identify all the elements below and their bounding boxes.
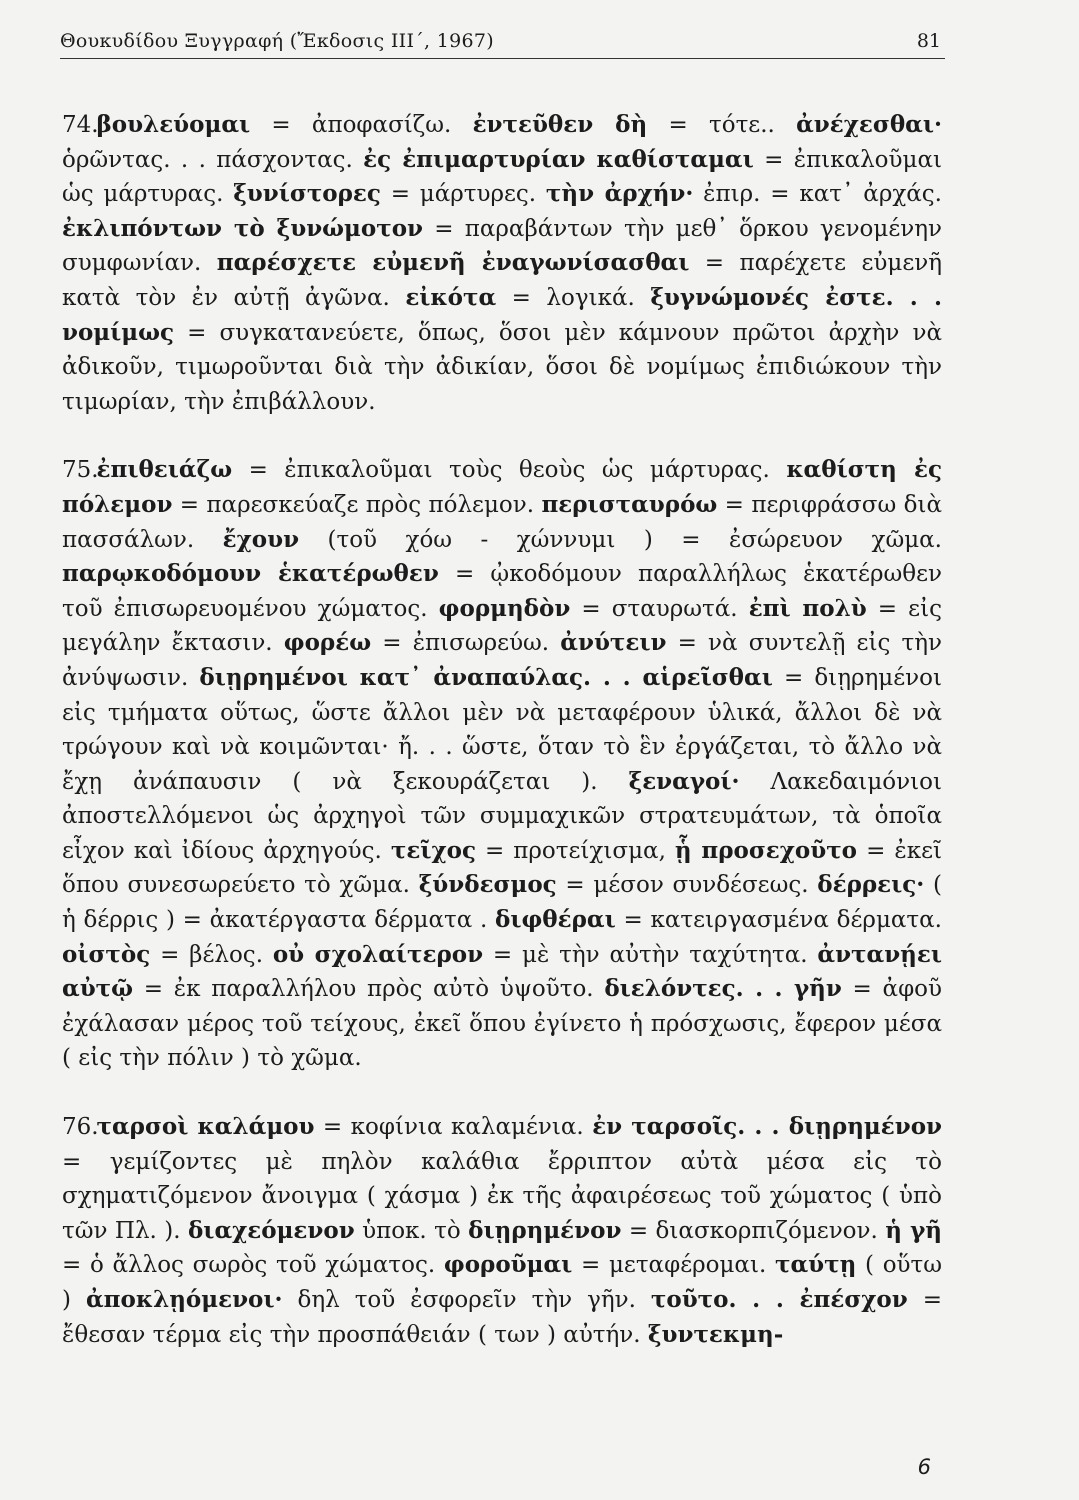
gloss: = μὲ τὴν αὐτὴν ταχύτητα.	[483, 941, 818, 968]
gloss: = ἐκ παραλλήλου πρὸς αὐτὸ ὑψοῦτο.	[133, 976, 605, 1003]
lemma: οὐ σχολαίτερον	[272, 940, 484, 968]
gloss: δηλ τοῦ ἐσφορεῖν τὴν γῆν.	[282, 1287, 651, 1313]
lemma: ἀποκλῃόμενοι·	[85, 1286, 283, 1313]
gloss: ( ἡ δέρρις ) = ἀκατέργαστα δέρματα .	[62, 872, 942, 934]
lemma: ξύνδεσμος	[418, 871, 557, 899]
gloss: = μεταφέρομαι.	[572, 1252, 775, 1279]
lemma: ἐπιθειάζω	[96, 456, 233, 484]
lemma: περισταυρόω	[541, 490, 718, 518]
lemma: ἐς ἐπιμαρτυρίαν καθίσταμαι	[363, 145, 754, 173]
lemma: ἀνέχεσθαι·	[796, 111, 942, 138]
running-header	[60, 30, 945, 59]
gloss: ὑποκ. τὸ	[354, 1217, 469, 1244]
paragraph-number: 74.	[62, 112, 99, 138]
commentary-body	[62, 108, 942, 1386]
gloss: Λακεδαιμόνιοι ἀποστελλόμενοι ὡς ἀρχηγοὶ τῶν συμμαχικῶν στρατευμάτων, τὰ ὁποῖα εἶχον καὶ ἰδίους ἀρχηγούς.	[62, 768, 942, 864]
lemma: ἐν ταρσοῖς. . . διῃρημένον	[592, 1113, 942, 1141]
lemma: φορμηδὸν	[438, 594, 571, 622]
header-title: Θουκυδίδου Ξυγγραφή (Ἔκδοσις ΙΙΙ΄, 1967)	[60, 30, 494, 52]
lemma: ταρσοὶ καλάμου	[96, 1113, 315, 1141]
lemma: τεῖχος	[390, 836, 476, 864]
gloss: = προτείχισμα,	[475, 837, 675, 864]
gloss: = διῃρημένοι εἰς τμήματα οὕτως, ὥστε ἄλλοι μὲν νὰ μεταφέρουν ὑλικά, ἄλλοι δὲ νὰ τρώγουν καὶ νὰ κοιμῶνται· ἤ. . . ὥστε, ὅταν τὸ ἓν ἐργάζεται, τὸ ἄλλο νὰ ἔχῃ ἀνάπαυσιν ( νὰ ξεκουράζεται ).	[62, 664, 942, 795]
gloss: = γεμίζοντες μὲ πηλὸν καλάθια ἔρριπτον αὐτὰ μέσα εἰς τὸ σχηματιζόμενον ἄνοιγμα ( χάσμα ) ἐκ τῆς ἀφαιρέσεως τοῦ χώματος ( ὑπὸ τῶν Πλ. ).	[62, 1148, 942, 1244]
gloss: = ἀποφασίζω.	[250, 112, 473, 138]
lemma: καθίστη ἐς πόλεμον	[62, 456, 943, 518]
lemma: παρέσχετε εὐμενῆ ἐναγωνίσασθαι	[216, 249, 690, 277]
gloss: = κοφίνια καλαμένια.	[314, 1114, 593, 1141]
gloss: ἐπιρ. = κατ᾽ ἀρχάς.	[693, 181, 942, 208]
gloss: = παραβάντων τὴν μεθ᾽ ὅρκου γενομένην συμφωνίαν.	[62, 215, 943, 277]
paragraph-number: 75.	[62, 457, 99, 484]
lemma: ξυνίστορες	[233, 180, 381, 208]
gloss: = σταυρωτά.	[570, 595, 749, 622]
lemma: ξυγνώμονές ἐστε. . . νομίμως	[62, 283, 942, 346]
paragraph-74	[62, 108, 942, 419]
gloss: = παρέχετε εὐμενῆ κατὰ τὸν ἐν αὐτῇ ἀγῶνα.	[62, 250, 942, 311]
gloss: = ἐπικαλοῦμαι τοὺς θεοὺς ὡς μάρτυρας.	[232, 457, 787, 484]
gloss: = ἐπικαλοῦμαι ὡς μάρτυρας.	[62, 146, 943, 208]
paragraph-76	[62, 1110, 942, 1352]
lemma: βουλεύομαι	[96, 111, 251, 138]
lemma: ἔχουν	[222, 525, 300, 553]
gloss: = μέσον συνδέσεως.	[556, 872, 818, 899]
gloss: = ἐπισωρεύω.	[371, 630, 561, 657]
lemma: τοῦτο. . . ἐπέσχον	[650, 1286, 908, 1313]
lemma: παρῳκοδόμουν ἑκατέρωθεν	[62, 560, 439, 588]
gloss: = κατειργασμένα δέρματα.	[615, 907, 942, 934]
gloss: = εἰς μεγάλην ἔκτασιν.	[62, 595, 942, 657]
lemma: ᾗ προσεχοῦτο	[674, 836, 858, 864]
lemma: δέρρεις·	[817, 871, 925, 899]
gloss: = ἀφοῦ ἐχάλασαν μέρος τοῦ τείχους, ἐκεῖ ὅπου ἐγίνετο ἡ πρόσχωσις, ἔφερον μέσα ( εἰς τὴν πόλιν ) τὸ χῶμα.	[62, 976, 943, 1072]
lemma: φορέω	[283, 629, 372, 657]
gloss: = περιφράσσω διὰ πασσάλων.	[62, 491, 942, 553]
lemma: οἰστὸς	[62, 940, 151, 968]
gloss: = ὁ ἄλλος σωρὸς τοῦ χώματος.	[62, 1252, 444, 1279]
lemma: ἐντεῦθεν δὴ	[472, 111, 648, 138]
gloss: = λογικά.	[496, 284, 651, 311]
lemma: διῃρημένοι κατ᾽ ἀναπαύλας. . . αἱρεῖσθαι	[199, 663, 773, 691]
gloss: = ἔθεσαν τέρμα εἰς τὴν προσπάθειάν ( των ) αὐτήν.	[62, 1287, 942, 1348]
lemma: εἰκότα	[405, 283, 497, 311]
gloss: = διασκορπιζόμενον.	[621, 1217, 886, 1244]
lemma: ἀνύτειν	[560, 629, 667, 657]
lemma: διφθέραι	[495, 906, 616, 934]
lemma: ἡ γῆ	[885, 1216, 942, 1244]
gloss: = βέλος.	[150, 941, 273, 968]
gloss: = τότε..	[647, 112, 797, 138]
lemma: τὴν ἀρχήν·	[545, 180, 694, 208]
lemma: ταύτῃ	[774, 1251, 857, 1279]
gloss: ὁρῶντας. . . πάσχοντας.	[62, 146, 364, 173]
lemma: διελόντες. . . γῆν	[604, 975, 842, 1003]
page-number: 81	[916, 30, 941, 52]
gloss: = νὰ συντελῇ εἰς τὴν ἀνύψωσιν.	[62, 630, 942, 691]
gloss: (τοῦ χόω - χώννυμι ) = ἐσώρευον χῶμα.	[299, 526, 942, 553]
lemma: ξεναγοί·	[628, 767, 740, 795]
gloss: ( οὕτω )	[62, 1252, 942, 1313]
gloss: = παρεσκεύαζε πρὸς πόλεμον.	[172, 491, 542, 518]
lemma: ἐκλιπόντων τὸ ξυνώμοτον	[62, 214, 424, 242]
gloss: = μάρτυρες.	[380, 181, 546, 208]
paragraph-number: 76.	[62, 1114, 99, 1141]
lemma: ἐπὶ πολὺ	[748, 594, 867, 622]
lemma: ξυντεκμη-	[647, 1320, 784, 1348]
paragraph-75	[62, 453, 942, 1076]
gloss: = συγκατανεύετε, ὅπως, ὅσοι μὲν κάμνουν πρῶτοι ἀρχὴν νὰ ἀδικοῦν, τιμωροῦνται διὰ τὴν ἀδικίαν, ὅσοι δὲ νομίμως ἐπιδιώκουν τὴν τιμωρίαν, τὴν ἐπιβάλλουν.	[62, 319, 942, 415]
gloss: = ἐκεῖ ὅπου συνεσωρεύετο τὸ χῶμα.	[62, 837, 943, 899]
lemma: φοροῦμαι	[443, 1251, 573, 1279]
lemma: διῃρημένον	[468, 1216, 622, 1244]
lemma: ἀντανῄει αὐτῷ	[62, 940, 942, 1003]
gloss: = ᾠκοδόμουν παραλλήλως ἑκατέρωθεν τοῦ ἐπισωρευομένου χώματος.	[62, 561, 942, 622]
lemma: διαχεόμενον	[187, 1216, 355, 1244]
signature-mark: 6	[917, 1455, 931, 1479]
